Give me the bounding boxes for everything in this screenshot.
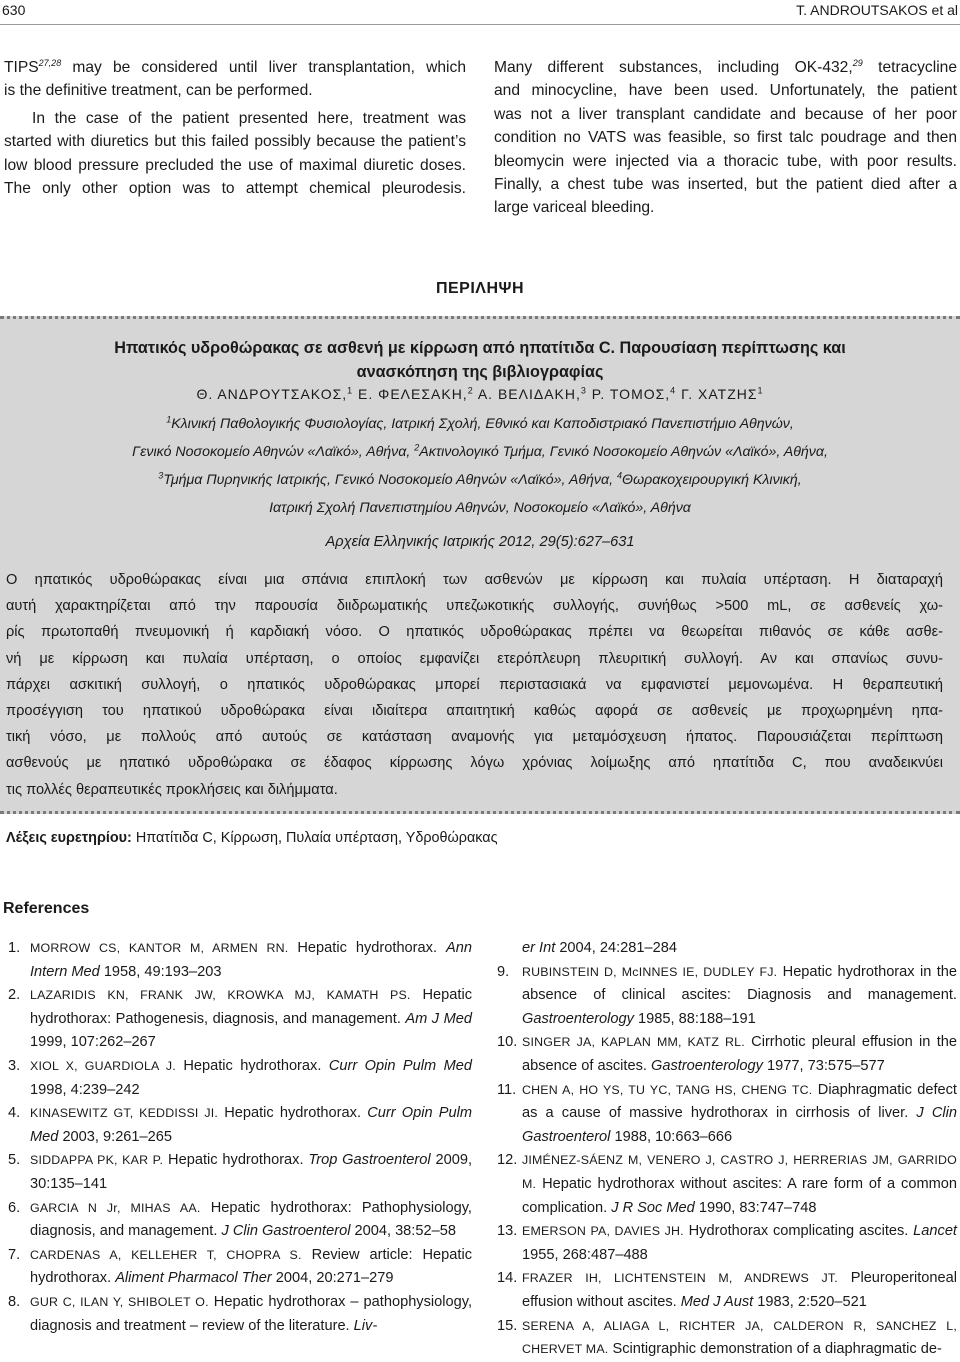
reference-title: Diaphragmatic defect as a cause of massive hydrothorax in cirrhosis of liver.	[522, 1081, 957, 1122]
reference-authors: SINGER JA, KAPLAN MM, KATZ RL.	[522, 1035, 745, 1050]
author-list: Θ. ΑΝΔΡΟΥΤΣΑΚΟΣ,$^1$ Ε. ΦΕΛΕΣΑΚΗ,$^2$ Α. ΒΕΛΙΔΑΚΗ,$^3$ Ρ. ΤΟΜΟΣ,$^4$ Γ. ΧΑΤΖΗΣ$^1$	[196, 385, 764, 402]
reference-authors: CARDENAS A, KELLEHER T, CHOPRA S.	[30, 1247, 302, 1262]
reference-title: Hepatic hydrothorax.	[218, 1105, 368, 1122]
reference-item	[497, 1315, 957, 1362]
abstract-line: αυτή χαρακτηρίζεται από την παρουσία διιδρωματικής υπεζωκοτικής συλλογής, συνήθως >500 mL, σε ασθενείς χω-	[6, 598, 943, 615]
keywords	[6, 830, 498, 846]
reference-title: Hepatic hydrothorax – pathophysiology, diagnosis and treatment – review of the literature.	[30, 1293, 473, 1334]
author: Ρ. ΤΟΜΟΣ,	[586, 386, 671, 402]
reference-details: 1988, 10:663–666	[610, 1128, 733, 1145]
article-title	[20, 336, 940, 384]
author: Α. ΒΕΛΙΔΑΚΗ,	[473, 386, 581, 402]
reference-item	[8, 1244, 472, 1291]
right-line7: large variceal bleeding.	[494, 199, 655, 217]
left-p1-line1: TIPS$^{27,28}$ may be considered until liver transplantation, which	[4, 57, 466, 76]
reference-item	[497, 961, 957, 1032]
reference-number: 2.	[8, 987, 21, 1004]
left-column	[4, 56, 466, 200]
reference-title: Hepatic hydrothorax.	[288, 940, 447, 956]
reference-title: Hepatic hydrothorax: Pathogenesis, diagnosis, and management.	[30, 987, 472, 1027]
keywords-text: Ηπατίτιδα C, Κίρρωση, Πυλαία υπέρταση, Υδροθώρακας	[131, 830, 498, 846]
references-left-column	[8, 937, 472, 1338]
abstract-line: τις πολλές θεραπευτικές προκλήσεις και διλήμματα.	[6, 781, 338, 798]
reference-authors: GARCIA N Jr, MIHAS AA.	[30, 1200, 201, 1215]
reference-number: 7.	[8, 1246, 21, 1263]
reference-item	[8, 1102, 472, 1149]
reference-title: Hepatic hydrothorax.	[175, 1057, 329, 1074]
author: Θ. ΑΝΔΡΟΥΤΣΑΚΟΣ,	[196, 386, 348, 402]
reference-authors: KINASEWITZ GT, KEDDISSI JI.	[30, 1106, 219, 1121]
keywords-label: Λέξεις ευρετηρίου:	[6, 830, 132, 846]
left-p2-line4: The only other option was to attempt chemical pleurodesis.	[4, 180, 466, 198]
reference-title: Hepatic hydrothorax without ascites: A rare form of a common complication.	[522, 1175, 957, 1216]
reference-authors: SERENA A, ALIAGA L, RICHTER JA, CALDERON R, SANCHEZ L, CHERVET MA.	[522, 1318, 957, 1357]
reference-title: Cirrhotic pleural effusion in the absence of ascites.	[522, 1034, 957, 1074]
reference-item	[497, 1149, 957, 1220]
reference-details: 1955, 268:487–488	[522, 1246, 648, 1263]
reference-details: 1958, 49:193–203	[99, 963, 222, 980]
right-line6: Finally, a chest tube was inserted, but the patient died after a	[494, 176, 957, 194]
left-p2-line1: In the case of the patient presented here, treatment was	[32, 109, 466, 127]
reference-title: Pleuroperitoneal effusion without ascites.	[522, 1270, 957, 1310]
running-head: T. ANDROUTSAKOS et al	[796, 2, 958, 18]
left-p2-line2: started with diuretics but this failed possibly because the patient’s	[4, 133, 466, 151]
affiliation-line: $^3$Τμήμα Πυρηνικής Ιατρικής, Γενικό Νοσοκομείο Αθηνών «Λαϊκό», Αθήνα, $^4$Θωρακοχειρουργική Κλινική,	[158, 470, 802, 488]
reference-journal: J R Soc Med	[611, 1199, 695, 1216]
abstract-text	[6, 567, 943, 803]
reference-number: 3.	[8, 1057, 21, 1074]
reference-item	[497, 1031, 957, 1078]
reference-number: 12.	[497, 1152, 518, 1169]
reference-details: 1998, 4:239–242	[30, 1081, 140, 1098]
reference-item	[8, 1149, 472, 1196]
reference-number: 4.	[8, 1105, 21, 1122]
reference-details: 1983, 2:520–521	[753, 1293, 867, 1310]
right-line2: and minocycline, have been used. Unfortunately, the patient	[494, 82, 957, 100]
reference-number: 8.	[8, 1293, 21, 1310]
reference-journal: Trop Gastroenterol	[308, 1152, 431, 1169]
journal-citation: Αρχεία Ελληνικής Ιατρικής 2012, 29(5):627–631	[325, 534, 635, 550]
reference-journal: Gastroenterology	[651, 1057, 763, 1074]
right-line1: Many different substances, including OK-432,29 tetracycline	[494, 57, 957, 76]
reference-authors: SIDDAPPA PK, KAR P.	[30, 1153, 164, 1168]
reference-journal: J Clin Gastroenterol	[522, 1105, 957, 1145]
reference-title: Hepatic hydrothorax.	[163, 1152, 309, 1169]
abstract-line: ασθενούς με ηπατικό υδροθώρακα σε έδαφος κίρρωσης λόγω χρόνιας λοίμωξης από ηπατίτιδα C, που αναδεικνύει	[6, 755, 943, 772]
left-p2-line3: low blood pressure precluded the use of maximal diuretic doses.	[4, 156, 466, 174]
reference-journal: Curr Opin Pulm Med	[328, 1057, 472, 1074]
reference-journal: Am J Med	[405, 1010, 472, 1027]
citation-sup: 29	[852, 57, 863, 68]
right-line5: bleomycin were injected via a thoracic tube, with poor results.	[494, 152, 957, 170]
reference-journal: Med J Aust	[680, 1293, 754, 1310]
reference-journal: Gastroenterology	[522, 1010, 634, 1027]
reference-journal: Ann Intern Med	[30, 940, 472, 980]
reference-item	[8, 937, 472, 984]
reference-number: 14.	[497, 1270, 518, 1287]
reference-item	[8, 1197, 472, 1244]
reference-title: Hepatic hydrothorax: Pathophysiology, diagnosis, and management.	[30, 1199, 472, 1240]
reference-journal: Curr Opin Pulm Med	[30, 1105, 472, 1145]
reference-details: 2004, 20:271–279	[271, 1270, 394, 1287]
reference-authors: FRAZER IH, LICHTENSTEIN M, ANDREWS JT.	[522, 1271, 838, 1286]
reference-details: 1990, 83:747–748	[694, 1199, 817, 1216]
right-line3: was not a liver transplant candidate and because of her poor	[494, 105, 957, 123]
reference-details: 1999, 107:262–267	[30, 1034, 156, 1051]
right-line4: condition no VATS was feasible, so first talc poudrage and then	[494, 129, 957, 147]
reference-number: 5.	[8, 1152, 21, 1169]
reference-journal: Lancet	[913, 1223, 957, 1240]
reference-details: 1977, 73:575–577	[762, 1057, 885, 1074]
reference-number: 6.	[8, 1199, 21, 1216]
reference-number: 10.	[497, 1034, 518, 1051]
reference-details: 2004, 38:52–58	[350, 1223, 456, 1240]
abstract-line: προσέγγιση του ηπατικού υδροθώρακα είναι ιδιαίτερα απαιτητική καθώς αφορά σε ασθενείς με προχωρημένη ηπα-	[6, 703, 943, 720]
author: Γ. ΧΑΤΖΗΣ	[676, 386, 758, 402]
abstract-line: Ο ηπατικός υδροθώρακας είναι μια σπάνια επιπλοκή των ασθενών με κίρρωση και πυλαία υπέρταση. Η διαταραχή	[6, 572, 943, 588]
right-column	[494, 56, 957, 220]
reference-number: 13.	[497, 1223, 518, 1240]
reference-details: 2009, 30:135–141	[30, 1152, 472, 1192]
page-number: 630	[2, 2, 26, 18]
reference-continuation: er Int 2004, 24:281–284	[522, 940, 677, 956]
reference-number: 9.	[497, 963, 510, 980]
reference-number: 15.	[497, 1317, 518, 1334]
abstract-line: πάρχει ασκιτική συλλογή, ο ηπατικός υδροθώρακας μπορεί περιστασιακά να εμφανιστεί μεμονωμένα. Η θεραπευτική	[6, 676, 943, 693]
reference-authors: XIOL X, GUARDIOLA J.	[30, 1058, 176, 1073]
reference-item	[8, 1055, 472, 1102]
left-p1-line2: is the definitive treatment, can be performed.	[4, 82, 313, 100]
reference-item	[8, 1291, 472, 1338]
header-rule	[0, 24, 960, 25]
reference-authors: CHEN A, HO YS, TU YC, TANG HS, CHENG TC.	[522, 1082, 813, 1097]
reference-details: 1985, 88:188–191	[633, 1010, 756, 1027]
references-heading: References	[3, 900, 90, 917]
reference-item	[497, 1079, 957, 1150]
reference-journal: Liv-	[353, 1317, 378, 1334]
reference-title: Review article: Hepatic hydrothorax.	[30, 1246, 473, 1287]
affiliation-line: Ιατρική Σχολή Πανεπιστημίου Αθηνών, Νοσοκομείο «Λαϊκό», Αθήνα	[269, 500, 691, 516]
author: Ε. ΦΕΛΕΣΑΚΗ,	[353, 386, 468, 402]
abstract-line: τική νόσο, με πολλούς από αυτούς σε κατάσταση αναμονής για μεταμόσχευση ήπατος. Παρουσιάζεται περίπτωση	[6, 729, 943, 746]
reference-title: Scintigraphic demonstration of a diaphragmatic de-	[608, 1341, 942, 1358]
affiliations	[10, 410, 950, 522]
reference-authors: LAZARIDIS KN, FRANK JW, KROWKA MJ, KAMATH PS.	[30, 988, 411, 1003]
reference-authors: RUBINSTEIN D, McINNES IE, DUDLEY FJ.	[522, 964, 778, 979]
reference-authors: GUR C, ILAN Y, SHIBOLET O.	[30, 1294, 209, 1309]
references-right-column	[497, 937, 957, 1362]
reference-journal: Aliment Pharmacol Ther	[115, 1270, 272, 1287]
citation-sup: 27,28	[38, 57, 62, 68]
reference-item	[8, 984, 472, 1055]
reference-authors: JIMÉNEZ-SÁENZ M, VENERO J, CASTRO J, HERRERIAS JM, GARRIDO M.	[522, 1153, 957, 1191]
reference-number: 1.	[8, 940, 21, 956]
abstract-line: ρίς πρωτοπαθή πνευμονική ή καρδιακή νόσο. Ο ηπατικός υδροθώρακας πρέπει να θεωρείται πιθανός σε κάθε ασθε-	[6, 624, 943, 641]
reference-title: Hydrothorax complicating ascites.	[683, 1223, 914, 1240]
affiliation-line: Γενικό Νοσοκομείο Αθηνών «Λαϊκό», Αθήνα, $^2$Ακτινολογικό Τμήμα, Γενικό Νοσοκομείο Αθηνών «Λαϊκό», Αθήνα,	[132, 442, 828, 460]
title-line-1: Ηπατικός υδροθώρακας σε ασθενή με κίρρωση από ηπατίτιδα C. Παρουσίαση περίπτωσης και	[114, 339, 846, 357]
reference-journal: J Clin Gastroenterol	[221, 1223, 351, 1240]
reference-number: 11.	[497, 1081, 517, 1098]
reference-details: 2003, 9:261–265	[58, 1128, 173, 1145]
title-line-2: ανασκόπηση της βιβλιογραφίας	[356, 363, 604, 381]
summary-heading: ΠΕΡΙΛΗΨΗ	[435, 280, 525, 297]
reference-item	[497, 1267, 957, 1314]
reference-item	[497, 1220, 957, 1267]
reference-authors: EMERSON PA, DAVIES JH.	[522, 1224, 684, 1239]
reference-authors: MORROW CS, KANTOR M, ARMEN RN.	[30, 941, 289, 955]
affiliation-line: $^1$Κλινική Παθολογικής Φυσιολογίας, Ιατρική Σχολή, Εθνικό και Καποδιστριακό Πανεπιστήμιο Αθηνών,	[166, 414, 794, 432]
abstract-line: νή με κίρρωση και πυλαία υπέρταση, ο οποίος εμφανίζει ετερόπλευρη πλευριτική συλλογή. Αν και σπανίως συνυ-	[6, 650, 943, 667]
reference-title: Hepatic hydrothorax in the absence of clinical ascites: Diagnosis and management.	[522, 963, 957, 1004]
